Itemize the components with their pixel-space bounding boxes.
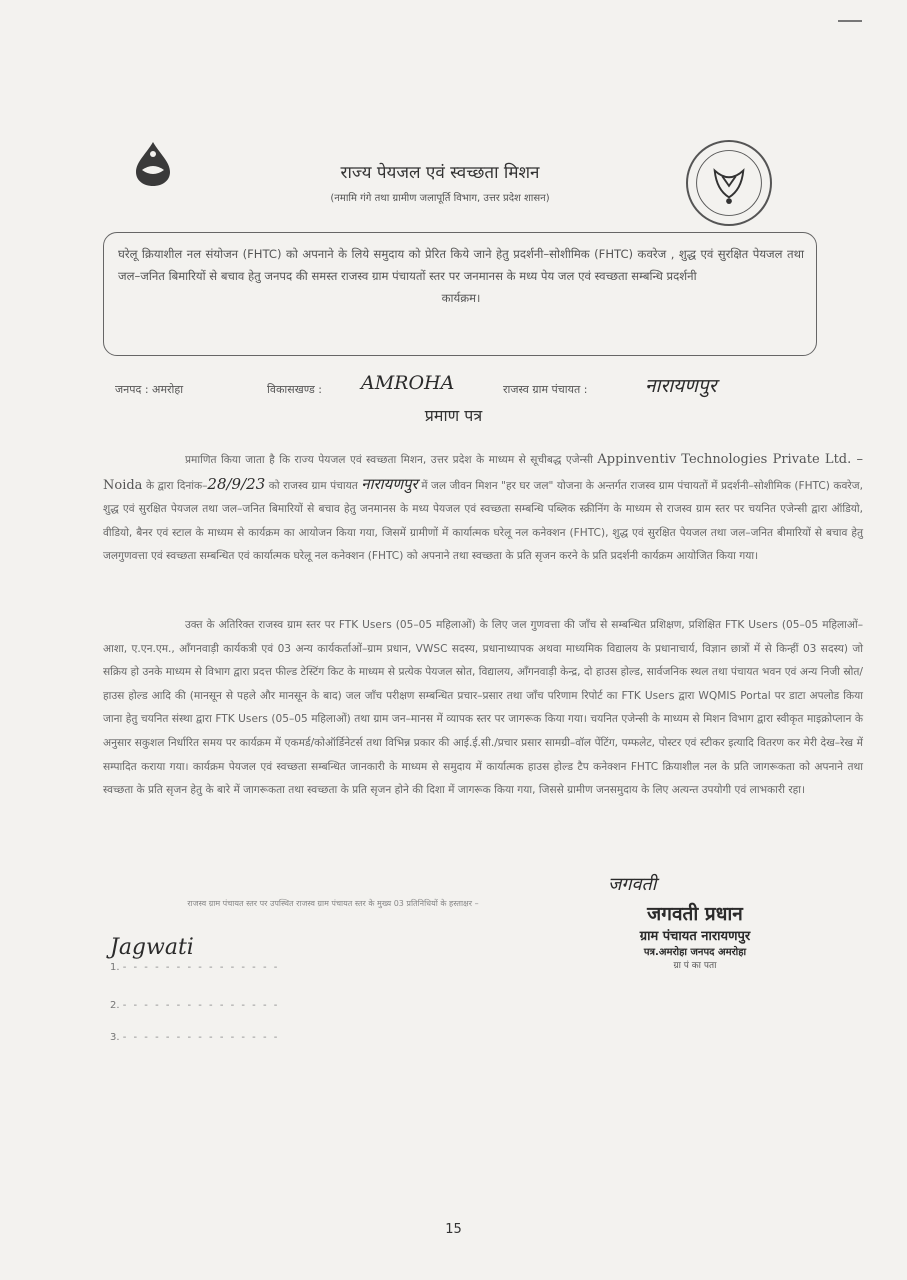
pradhan-stamp [580, 900, 810, 971]
stamp-line-2: पत्र.अमरोहा जनपद अमरोहा [643, 947, 747, 958]
page-number: 15 [445, 1222, 462, 1237]
up-government-seal [686, 140, 772, 226]
program-date: 28/9/23 [207, 474, 266, 493]
corner-mark [838, 20, 862, 22]
paragraph-1-date-label: के द्वारा दिनांक– [145, 479, 208, 492]
district-label: जनपद : अमरोहा [115, 383, 184, 396]
pradhan-signature-block [580, 862, 810, 992]
stamp-line-1: ग्राम पंचायत नारायणपुर [639, 929, 751, 944]
line-dashes-2: - - - - - - - - - - - - - - - [122, 1000, 280, 1011]
representatives-caption: राजस्व ग्राम पंचायत स्तर पर उपस्थित राजस्व ग्राम पंचायत स्तर के मुख्य 03 प्रतिनिधियों के हस्ताक्षर – [187, 899, 479, 908]
state-emblem-icon [688, 142, 770, 224]
line-dashes-3: - - - - - - - - - - - - - - - [122, 1032, 280, 1043]
agency-name: Appinventiv Technologies Private Ltd. – Noida [103, 452, 863, 493]
mission-subtitle: (नमामि गंगे तथा ग्रामीण जलापूर्ति विभाग, उत्तर प्रदेश शासन) [330, 193, 550, 204]
representative-line-1 [110, 962, 350, 986]
paragraph-1-intro: प्रमाणित किया जाता है कि राज्य पेयजल एवं स्वच्छता मिशन, उत्तर प्रदेश के माध्यम से सूचीबद्ध एजेन्सी [185, 454, 593, 466]
program-description-tail: कार्यक्रम। [441, 291, 481, 305]
mission-title: राज्य पेयजल एवं स्वच्छता मिशन [340, 163, 540, 183]
paragraph-1-village-label: को राजस्व ग्राम पंचायत [268, 479, 358, 492]
representative-signature-1: Jagwati [110, 935, 194, 960]
location-row [115, 372, 835, 402]
stamp-line-3: ग्रा पं का पता [673, 961, 717, 971]
program-description-box [103, 232, 817, 356]
stamp-name: जगवती प्रधान [647, 903, 743, 925]
representative-line-3 [110, 1032, 350, 1056]
block-value: AMROHA [361, 372, 455, 394]
program-description: घरेलू क्रियाशील नल संयोजन (FHTC) को अपनाने के लिये समुदाय को प्रेरित किये जाने हेतु प्रदर्शनी–सोशीमिक (FHTC) कवरेज , शुद्ध एवं सुरक्षित पेयजल तथा जल–जनित बिमारियों से बचाव हेतु जनपद की समस्त राजस्व ग्राम पंचायतों स्तर पर जनमानस के मध्य पेय जल एवं स्वच्छता सम्बन्धि प्रदर्शनी [118, 247, 804, 283]
panchayat-label: राजस्व ग्राम पंचायत : [503, 383, 588, 396]
village-name-handwritten: नारायणपुर [361, 474, 418, 493]
representative-line-2 [110, 1000, 350, 1024]
certificate-paragraph-2 [103, 614, 863, 803]
pradhan-handwritten-signature: जगवती [608, 874, 657, 895]
panchayat-value: नारायणपुर [645, 375, 717, 397]
block-label: विकासखण्ड : [267, 383, 323, 396]
certificate-title: प्रमाण पत्र [424, 406, 483, 425]
paragraph-1-body: में जल जीवन मिशन "हर घर जल" योजना के अन्तर्गत राजस्व ग्राम पंचायतों में प्रदर्शनी–सोशीमिक (FHTC) कवरेज, शुद्ध एवं सुरक्षित पेयजल तथा जल–जनित बिमारियों से बचाव हेतु जनमानस के मध्य पेयजल एवं स्वच्छता सम्बन्धि पब्लिक स्क्रीनिंग के माध्यम से राजस्व ग्राम स्तर पर चयनित एजेन्सी द्वारा ऑडियो, वीडियो, बैनर एवं स्टाल के माध्यम से कार्यक्रम का आयोजन किया गया, जिसमें ग्रामीणों में कार्यात्मक घरेलू नल कनेक्शन (FHTC), शुद्ध एवं सुरक्षित पेयजल तथा जल–जनित बीमारियों से बचाव हेतु जलगुणवत्ता एवं स्वच्छता सम्बन्धित एवं कार्यात्मक घरेलू नल कनेक्शन (FHTC) को अपनाने तथा स्वच्छता के प्रति सृजन करने के प्रति प्रदर्शनी कार्यक्रम आयोजित किया गया। [103, 479, 863, 563]
paragraph-2-body: उक्त के अतिरिक्त राजस्व ग्राम स्तर पर FTK Users (05–05 महिलाओं) के लिए जल गुणवत्ता की जाँच से सम्बन्धित प्रशिक्षण, प्रशिक्षित FTK Users (05–05 महिलाओं–आशा, ए.एन.एम., आँगनवाड़ी कार्यकत्री एवं 03 अन्य कार्यकर्ताओं–ग्राम प्रधान, VWSC सदस्य, प्रधानाध्यापक अथवा माध्यमिक विद्यालय के प्रधानाचार्य, विज्ञान छात्रों में से किन्हीं 03 सदस्य) जो सक्रिय हो उनके माध्यम से विभाग द्वारा प्रदत्त फील्ड टेस्टिंग किट के माध्यम से प्रत्येक पेयजल स्रोत, विद्यालय, आँगनवाड़ी केन्द्र, दो हाउस होल्ड, सार्वजनिक स्थल तथा पंचायत भवन एवं अन्य निजी स्रोत/हाउस होल्ड आदि की (मानसून से पहले और मानसून के बाद) जल जाँच परीक्षण सम्बन्धित प्रचार–प्रसार तथा जाँच परिणाम रिपोर्ट का FTK Users द्वारा WQMIS Portal पर डाटा अपलोड किया जाना हेतु चयनित संस्था द्वारा FTK Users (05–05 महिलाओं) तथा ग्राम जन–मानस में व्यापक स्तर पर जागरूक किया गया। चयनित एजेन्सी के माध्यम से मिशन विभाग द्वारा स्वीकृत माइक्रोप्लान के अनुसार सकुशल निर्धारित समय पर कार्यक्रम में एकमर्ड/कोऑर्डिनेटर्स तथा विभिन्न प्रकार की आई.ई.सी./प्रचार प्रसार सामग्री–वॉल पेंटिंग, पम्फलेट, पोस्टर एवं स्टीकर इत्यादि वितरण कर मेरी देख–रेख में सम्पादित कराया गया। कार्यक्रम पेयजल एवं स्वच्छता सम्बन्धित जानकारी के माध्यम से समुदाय में कार्यात्मक हाउस होल्ड टैप कनेक्शन FHTC क्रियाशील नल के प्रति जागरूकता को अपनाने तथा स्वच्छता के प्रति सृजन हेतु के बारे में जागरूकता तथा स्वच्छता के प्रति सृजन होने की दिशा में जागरूक किया गया, जिससे ग्रामीण जनसमुदाय के लिए अत्यन्त उपयोगी एवं लाभकारी रहा। [103, 619, 863, 797]
line-number-3: 3. [110, 1032, 120, 1043]
jal-mission-logo [128, 140, 198, 220]
water-drop-icon [128, 140, 178, 188]
certificate-paragraph-1 [103, 448, 863, 569]
line-dashes-1: - - - - - - - - - - - - - - - [122, 962, 280, 973]
line-number-2: 2. [110, 1000, 120, 1011]
line-number-1: 1. [110, 962, 120, 973]
